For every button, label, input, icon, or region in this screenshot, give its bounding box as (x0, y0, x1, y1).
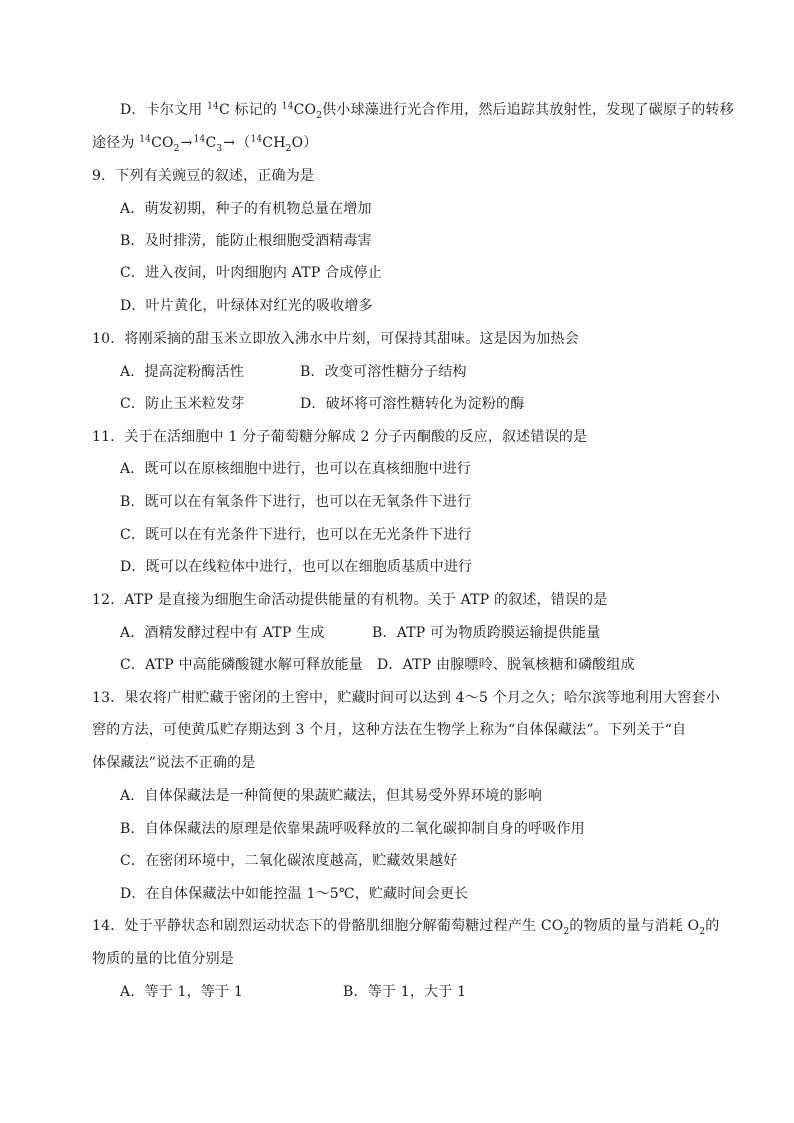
text: 14．处于平静状态和剧烈运动状态下的骨骼肌细胞分解葡萄糖过程产生 CO (92, 918, 564, 934)
text: 的物质的量与消耗 O (569, 918, 700, 934)
q11-option-d: D．既可以在线粒体中进行，也可以在细胞质基质中进行 (120, 559, 473, 575)
q8-option-d-line2 (92, 133, 317, 153)
subscript: 2 (285, 143, 292, 154)
q10-option-b: B．改变可溶性糖分子结构 (300, 364, 467, 380)
q9-option-c: C．进入夜间，叶肉细胞内 ATP 合成停止 (120, 265, 382, 281)
q13-option-c: C．在密闭环境中，二氧化碳浓度越高，贮藏效果越好 (120, 853, 458, 869)
text: CH (262, 135, 286, 151)
subscript: 3 (216, 143, 223, 154)
text: D．卡尔文用 (120, 102, 208, 118)
text: O） (291, 135, 318, 151)
subscript: 2 (316, 110, 323, 121)
superscript: 14 (281, 101, 294, 112)
q9-option-b: B．及时排涝，能防止根细胞受酒精毒害 (120, 233, 372, 249)
q11-option-a: A．既可以在原核细胞中进行，也可以在真核细胞中进行 (120, 461, 472, 477)
q12-option-c: C．ATP 中高能磷酸键水解可释放能量 (120, 657, 364, 673)
text: 供小球藻进行光合作用，然后追踪其放射性，发现了碳原子的转移 (322, 102, 734, 118)
q11-stem: 11．关于在活细胞中 1 分子葡萄糖分解成 2 分子丙酮酸的反应，叙述错误的是 (92, 429, 588, 445)
q12-stem: 12．ATP 是直接为细胞生命活动提供能量的有机物。关于 ATP 的叙述，错误的是 (92, 592, 608, 608)
subscript: 2 (563, 926, 570, 937)
q10-stem: 10．将刚采摘的甜玉米立即放入沸水中片刻，可保持其甜味。这是因为加热会 (92, 331, 579, 347)
superscript: 14 (250, 134, 263, 145)
superscript: 14 (193, 134, 206, 145)
q14-option-a: A．等于 1，等于 1 (120, 984, 244, 1000)
q11-option-c: C．既可以在有光条件下进行，也可以在无光条件下进行 (120, 527, 472, 543)
q14-stem-line1 (92, 916, 719, 936)
text: 途径为 (92, 135, 140, 151)
q13-option-b: B．自体保藏法的原理是依靠果蔬呼吸释放的二氧化碳抑制自身的呼吸作用 (120, 821, 585, 837)
q13-stem-line3: 体保藏法”说法不正确的是 (92, 755, 256, 771)
text: CO (293, 102, 317, 118)
q9-option-a: A．萌发初期，种子的有机物总量在增加 (120, 201, 372, 217)
q12-option-a: A．酒精发酵过程中有 ATP 生成 (120, 625, 325, 641)
q13-stem-line2: 窖的方法，可使黄瓜贮存期达到 3 个月，这种方法在生物学上称为“自体保藏法”。下列关于“自 (92, 722, 687, 738)
arrow-right-icon: → (223, 135, 236, 151)
q13-option-a: A．自体保藏法是一种简便的果蔬贮藏法，但其易受外界环境的影响 (120, 788, 543, 804)
q11-option-b: B．既可以在有氧条件下进行，也可以在无氧条件下进行 (120, 494, 472, 510)
q12-option-d: D．ATP 由腺嘌呤、脱氧核糖和磷酸组成 (377, 657, 635, 673)
q12-option-b: B．ATP 可为物质跨膜运输提供能量 (372, 625, 601, 641)
arrow-right-icon: → (180, 135, 193, 151)
q10-option-a: A．提高淀粉酶活性 (120, 364, 244, 380)
text: CO (151, 135, 174, 151)
superscript: 14 (207, 101, 219, 112)
q10-option-c: C．防止玉米粒发芽 (120, 396, 245, 412)
text: （ (236, 135, 251, 151)
q8-option-d-line1 (120, 100, 734, 120)
q13-stem-line1: 13．果农将广柑贮藏于密闭的土窖中，贮藏时间可以达到 4～5 个月之久；哈尔滨等地利用大窖套小 (92, 690, 720, 706)
superscript: 14 (139, 134, 152, 145)
q13-option-d: D．在自体保藏法中如能控温 1～5℃，贮藏时间会更长 (120, 886, 469, 902)
text: 的 (705, 918, 720, 934)
subscript: 2 (699, 926, 706, 937)
q14-option-b: B．等于 1，大于 1 (343, 984, 467, 1000)
q9-stem: 9．下列有关豌豆的叙述，正确为是 (92, 168, 315, 184)
subscript: 2 (173, 143, 180, 154)
text: C (205, 135, 217, 151)
q9-option-d: D．叶片黄化，叶绿体对红光的吸收增多 (120, 298, 373, 314)
q10-option-d: D．破坏将可溶性糖转化为淀粉的酶 (300, 396, 525, 412)
q14-stem-line2: 物质的量的比值分别是 (92, 951, 234, 967)
text: C 标记的 (218, 102, 282, 118)
